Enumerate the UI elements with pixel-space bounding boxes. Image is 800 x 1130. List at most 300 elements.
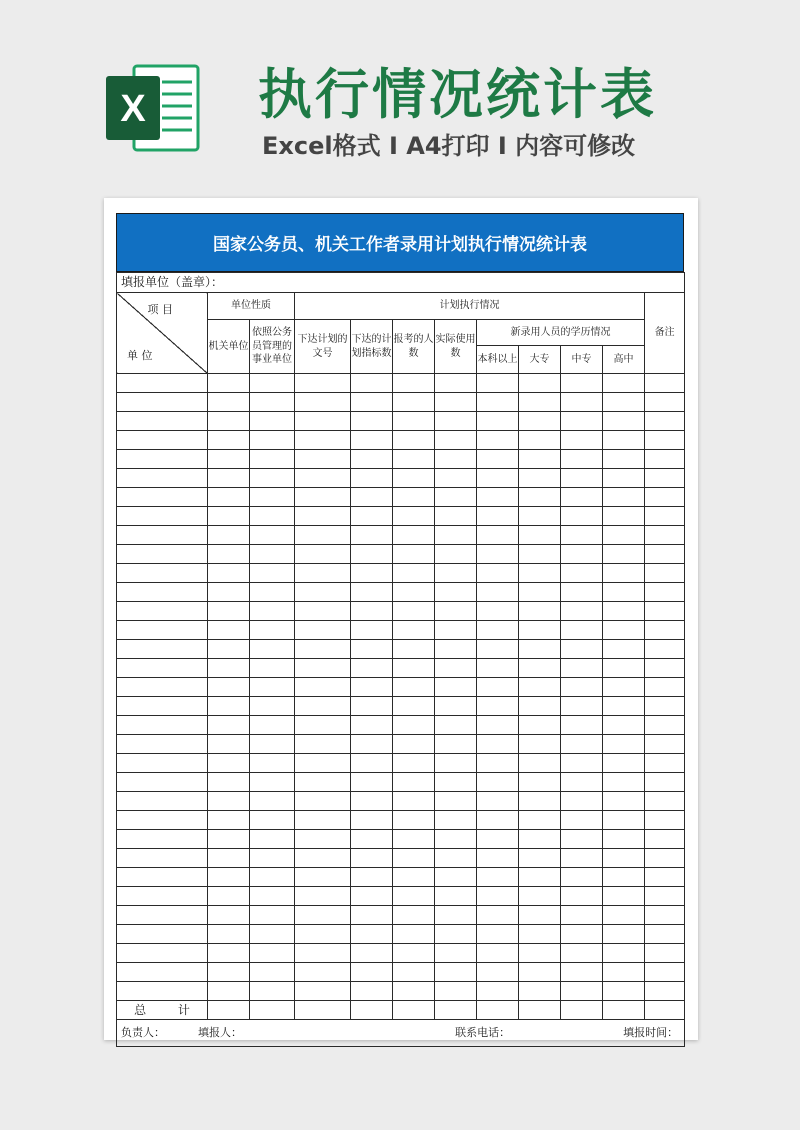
table-cell[interactable] <box>561 564 603 583</box>
table-cell[interactable] <box>295 545 351 564</box>
table-cell[interactable] <box>519 450 561 469</box>
table-cell[interactable] <box>561 507 603 526</box>
table-cell[interactable] <box>435 849 477 868</box>
table-cell[interactable] <box>250 545 295 564</box>
table-cell[interactable] <box>295 773 351 792</box>
table-cell[interactable] <box>435 887 477 906</box>
table-cell[interactable] <box>477 868 519 887</box>
total-cell[interactable] <box>603 1001 645 1020</box>
table-cell[interactable] <box>645 640 685 659</box>
table-cell[interactable] <box>208 925 250 944</box>
table-cell[interactable] <box>393 944 435 963</box>
table-cell[interactable] <box>603 564 645 583</box>
table-cell[interactable] <box>645 716 685 735</box>
table-cell[interactable] <box>117 583 208 602</box>
table-cell[interactable] <box>351 431 393 450</box>
table-cell[interactable] <box>393 963 435 982</box>
table-cell[interactable] <box>561 697 603 716</box>
total-cell[interactable] <box>561 1001 603 1020</box>
table-cell[interactable] <box>250 488 295 507</box>
table-cell[interactable] <box>393 887 435 906</box>
table-cell[interactable] <box>351 678 393 697</box>
table-cell[interactable] <box>435 507 477 526</box>
table-cell[interactable] <box>117 469 208 488</box>
table-cell[interactable] <box>117 640 208 659</box>
table-cell[interactable] <box>477 545 519 564</box>
table-cell[interactable] <box>208 792 250 811</box>
table-cell[interactable] <box>603 773 645 792</box>
table-cell[interactable] <box>477 735 519 754</box>
total-cell[interactable] <box>435 1001 477 1020</box>
table-cell[interactable] <box>393 488 435 507</box>
table-cell[interactable] <box>351 792 393 811</box>
table-cell[interactable] <box>603 906 645 925</box>
table-cell[interactable] <box>208 602 250 621</box>
table-cell[interactable] <box>117 716 208 735</box>
table-cell[interactable] <box>435 925 477 944</box>
table-cell[interactable] <box>645 431 685 450</box>
table-cell[interactable] <box>351 659 393 678</box>
table-cell[interactable] <box>393 507 435 526</box>
table-cell[interactable] <box>117 374 208 393</box>
table-cell[interactable] <box>561 887 603 906</box>
table-cell[interactable] <box>250 678 295 697</box>
table-cell[interactable] <box>519 488 561 507</box>
table-cell[interactable] <box>351 887 393 906</box>
table-cell[interactable] <box>351 393 393 412</box>
table-cell[interactable] <box>561 659 603 678</box>
table-cell[interactable] <box>645 659 685 678</box>
table-cell[interactable] <box>477 583 519 602</box>
table-cell[interactable] <box>117 450 208 469</box>
table-cell[interactable] <box>117 564 208 583</box>
table-cell[interactable] <box>250 963 295 982</box>
table-cell[interactable] <box>208 564 250 583</box>
table-cell[interactable] <box>477 697 519 716</box>
table-cell[interactable] <box>117 887 208 906</box>
table-cell[interactable] <box>645 393 685 412</box>
table-cell[interactable] <box>561 678 603 697</box>
table-cell[interactable] <box>208 469 250 488</box>
table-cell[interactable] <box>645 374 685 393</box>
table-cell[interactable] <box>250 944 295 963</box>
table-cell[interactable] <box>519 906 561 925</box>
table-cell[interactable] <box>393 393 435 412</box>
table-cell[interactable] <box>603 678 645 697</box>
table-cell[interactable] <box>435 982 477 1001</box>
table-cell[interactable] <box>351 982 393 1001</box>
table-cell[interactable] <box>117 659 208 678</box>
table-cell[interactable] <box>208 963 250 982</box>
total-cell[interactable] <box>519 1001 561 1020</box>
table-cell[interactable] <box>435 830 477 849</box>
table-cell[interactable] <box>295 887 351 906</box>
table-cell[interactable] <box>208 906 250 925</box>
table-cell[interactable] <box>117 393 208 412</box>
table-cell[interactable] <box>117 849 208 868</box>
table-cell[interactable] <box>435 545 477 564</box>
table-cell[interactable] <box>295 640 351 659</box>
table-cell[interactable] <box>561 963 603 982</box>
table-cell[interactable] <box>645 830 685 849</box>
table-cell[interactable] <box>295 811 351 830</box>
table-cell[interactable] <box>435 697 477 716</box>
table-cell[interactable] <box>393 412 435 431</box>
table-cell[interactable] <box>519 811 561 830</box>
table-cell[interactable] <box>351 963 393 982</box>
table-cell[interactable] <box>561 393 603 412</box>
table-cell[interactable] <box>208 583 250 602</box>
table-cell[interactable] <box>295 621 351 640</box>
table-cell[interactable] <box>603 545 645 564</box>
table-cell[interactable] <box>351 412 393 431</box>
table-cell[interactable] <box>393 659 435 678</box>
table-cell[interactable] <box>295 963 351 982</box>
table-cell[interactable] <box>393 526 435 545</box>
table-cell[interactable] <box>295 925 351 944</box>
table-cell[interactable] <box>295 716 351 735</box>
table-cell[interactable] <box>295 754 351 773</box>
table-cell[interactable] <box>477 564 519 583</box>
table-cell[interactable] <box>208 374 250 393</box>
table-cell[interactable] <box>645 868 685 887</box>
table-cell[interactable] <box>393 640 435 659</box>
table-cell[interactable] <box>393 621 435 640</box>
table-cell[interactable] <box>561 792 603 811</box>
table-cell[interactable] <box>351 374 393 393</box>
table-cell[interactable] <box>645 887 685 906</box>
table-cell[interactable] <box>250 602 295 621</box>
table-cell[interactable] <box>351 564 393 583</box>
table-cell[interactable] <box>561 431 603 450</box>
fill-time-label[interactable]: 填报时间： <box>623 1025 679 1039</box>
table-cell[interactable] <box>250 887 295 906</box>
table-cell[interactable] <box>519 469 561 488</box>
table-cell[interactable] <box>393 564 435 583</box>
table-cell[interactable] <box>393 754 435 773</box>
table-cell[interactable] <box>250 754 295 773</box>
table-cell[interactable] <box>519 412 561 431</box>
table-cell[interactable] <box>645 792 685 811</box>
phone-label[interactable]: 联系电话： <box>455 1025 511 1039</box>
table-cell[interactable] <box>519 849 561 868</box>
table-cell[interactable] <box>393 697 435 716</box>
table-cell[interactable] <box>208 830 250 849</box>
table-cell[interactable] <box>250 735 295 754</box>
table-cell[interactable] <box>208 697 250 716</box>
table-cell[interactable] <box>477 659 519 678</box>
table-cell[interactable] <box>645 773 685 792</box>
table-cell[interactable] <box>519 545 561 564</box>
table-cell[interactable] <box>645 849 685 868</box>
table-cell[interactable] <box>519 716 561 735</box>
table-cell[interactable] <box>295 393 351 412</box>
table-cell[interactable] <box>603 754 645 773</box>
table-cell[interactable] <box>603 811 645 830</box>
table-cell[interactable] <box>603 963 645 982</box>
table-cell[interactable] <box>250 830 295 849</box>
table-cell[interactable] <box>250 564 295 583</box>
table-cell[interactable] <box>435 963 477 982</box>
table-cell[interactable] <box>117 906 208 925</box>
table-cell[interactable] <box>117 488 208 507</box>
table-cell[interactable] <box>117 621 208 640</box>
table-cell[interactable] <box>603 602 645 621</box>
table-cell[interactable] <box>351 773 393 792</box>
table-cell[interactable] <box>477 412 519 431</box>
table-cell[interactable] <box>250 659 295 678</box>
table-cell[interactable] <box>645 697 685 716</box>
table-cell[interactable] <box>208 811 250 830</box>
table-cell[interactable] <box>435 868 477 887</box>
table-cell[interactable] <box>208 507 250 526</box>
table-cell[interactable] <box>435 412 477 431</box>
table-cell[interactable] <box>295 982 351 1001</box>
table-cell[interactable] <box>561 640 603 659</box>
table-cell[interactable] <box>295 659 351 678</box>
table-cell[interactable] <box>295 507 351 526</box>
table-cell[interactable] <box>295 735 351 754</box>
table-cell[interactable] <box>435 906 477 925</box>
table-cell[interactable] <box>435 393 477 412</box>
table-cell[interactable] <box>117 868 208 887</box>
table-cell[interactable] <box>393 431 435 450</box>
table-cell[interactable] <box>477 602 519 621</box>
table-cell[interactable] <box>561 773 603 792</box>
table-cell[interactable] <box>477 469 519 488</box>
table-cell[interactable] <box>561 735 603 754</box>
table-cell[interactable] <box>435 583 477 602</box>
table-cell[interactable] <box>477 754 519 773</box>
table-cell[interactable] <box>117 754 208 773</box>
table-cell[interactable] <box>561 526 603 545</box>
table-cell[interactable] <box>645 925 685 944</box>
table-cell[interactable] <box>117 773 208 792</box>
table-cell[interactable] <box>519 564 561 583</box>
table-cell[interactable] <box>561 545 603 564</box>
table-cell[interactable] <box>519 526 561 545</box>
table-cell[interactable] <box>477 431 519 450</box>
table-cell[interactable] <box>603 431 645 450</box>
table-cell[interactable] <box>117 507 208 526</box>
table-cell[interactable] <box>603 944 645 963</box>
table-cell[interactable] <box>603 393 645 412</box>
table-cell[interactable] <box>603 887 645 906</box>
table-cell[interactable] <box>477 393 519 412</box>
table-cell[interactable] <box>477 925 519 944</box>
table-cell[interactable] <box>117 944 208 963</box>
table-cell[interactable] <box>295 602 351 621</box>
table-cell[interactable] <box>561 906 603 925</box>
table-cell[interactable] <box>561 925 603 944</box>
table-cell[interactable] <box>393 906 435 925</box>
table-cell[interactable] <box>561 944 603 963</box>
table-cell[interactable] <box>477 773 519 792</box>
table-cell[interactable] <box>351 469 393 488</box>
table-cell[interactable] <box>250 450 295 469</box>
table-cell[interactable] <box>519 659 561 678</box>
table-cell[interactable] <box>117 678 208 697</box>
table-cell[interactable] <box>561 716 603 735</box>
table-cell[interactable] <box>435 811 477 830</box>
table-cell[interactable] <box>208 716 250 735</box>
table-cell[interactable] <box>295 697 351 716</box>
table-cell[interactable] <box>351 925 393 944</box>
table-cell[interactable] <box>645 450 685 469</box>
table-cell[interactable] <box>477 374 519 393</box>
table-cell[interactable] <box>603 792 645 811</box>
unit-label[interactable]: 填报单位（盖章）： <box>117 273 685 293</box>
table-cell[interactable] <box>295 469 351 488</box>
table-cell[interactable] <box>117 830 208 849</box>
table-cell[interactable] <box>393 773 435 792</box>
table-cell[interactable] <box>435 792 477 811</box>
table-cell[interactable] <box>250 716 295 735</box>
table-cell[interactable] <box>351 450 393 469</box>
table-cell[interactable] <box>435 488 477 507</box>
table-cell[interactable] <box>250 469 295 488</box>
table-cell[interactable] <box>208 431 250 450</box>
table-cell[interactable] <box>435 602 477 621</box>
table-cell[interactable] <box>435 659 477 678</box>
table-cell[interactable] <box>519 393 561 412</box>
table-cell[interactable] <box>208 735 250 754</box>
table-cell[interactable] <box>435 450 477 469</box>
table-cell[interactable] <box>351 526 393 545</box>
table-cell[interactable] <box>208 944 250 963</box>
table-cell[interactable] <box>519 431 561 450</box>
table-cell[interactable] <box>603 982 645 1001</box>
table-cell[interactable] <box>645 545 685 564</box>
table-cell[interactable] <box>208 773 250 792</box>
table-cell[interactable] <box>435 754 477 773</box>
table-cell[interactable] <box>477 792 519 811</box>
table-cell[interactable] <box>519 697 561 716</box>
table-cell[interactable] <box>250 640 295 659</box>
table-cell[interactable] <box>645 811 685 830</box>
table-cell[interactable] <box>393 982 435 1001</box>
table-cell[interactable] <box>351 583 393 602</box>
table-cell[interactable] <box>519 982 561 1001</box>
table-cell[interactable] <box>393 811 435 830</box>
table-cell[interactable] <box>435 374 477 393</box>
table-cell[interactable] <box>561 412 603 431</box>
table-cell[interactable] <box>645 488 685 507</box>
table-cell[interactable] <box>435 773 477 792</box>
table-cell[interactable] <box>477 906 519 925</box>
table-cell[interactable] <box>351 868 393 887</box>
table-cell[interactable] <box>351 545 393 564</box>
table-cell[interactable] <box>603 849 645 868</box>
table-cell[interactable] <box>477 507 519 526</box>
table-cell[interactable] <box>295 431 351 450</box>
table-cell[interactable] <box>208 621 250 640</box>
table-cell[interactable] <box>208 545 250 564</box>
table-cell[interactable] <box>603 450 645 469</box>
table-cell[interactable] <box>603 868 645 887</box>
table-cell[interactable] <box>393 545 435 564</box>
table-cell[interactable] <box>295 944 351 963</box>
table-cell[interactable] <box>603 583 645 602</box>
table-cell[interactable] <box>351 602 393 621</box>
table-cell[interactable] <box>645 678 685 697</box>
table-cell[interactable] <box>117 792 208 811</box>
table-cell[interactable] <box>208 849 250 868</box>
table-cell[interactable] <box>250 868 295 887</box>
table-cell[interactable] <box>435 564 477 583</box>
total-cell[interactable] <box>250 1001 295 1020</box>
table-cell[interactable] <box>208 526 250 545</box>
table-cell[interactable] <box>295 849 351 868</box>
table-cell[interactable] <box>250 374 295 393</box>
table-cell[interactable] <box>477 621 519 640</box>
table-cell[interactable] <box>393 678 435 697</box>
table-cell[interactable] <box>477 849 519 868</box>
table-cell[interactable] <box>519 583 561 602</box>
table-cell[interactable] <box>645 906 685 925</box>
table-cell[interactable] <box>435 621 477 640</box>
table-cell[interactable] <box>477 640 519 659</box>
table-cell[interactable] <box>519 678 561 697</box>
table-cell[interactable] <box>603 830 645 849</box>
table-cell[interactable] <box>561 830 603 849</box>
table-cell[interactable] <box>519 507 561 526</box>
table-cell[interactable] <box>250 811 295 830</box>
table-cell[interactable] <box>477 830 519 849</box>
table-cell[interactable] <box>435 735 477 754</box>
table-cell[interactable] <box>208 393 250 412</box>
table-cell[interactable] <box>477 716 519 735</box>
table-cell[interactable] <box>393 716 435 735</box>
table-cell[interactable] <box>645 621 685 640</box>
table-cell[interactable] <box>561 621 603 640</box>
table-cell[interactable] <box>561 583 603 602</box>
table-cell[interactable] <box>393 374 435 393</box>
table-cell[interactable] <box>351 830 393 849</box>
table-cell[interactable] <box>117 811 208 830</box>
table-cell[interactable] <box>295 488 351 507</box>
table-cell[interactable] <box>519 773 561 792</box>
table-cell[interactable] <box>393 602 435 621</box>
table-cell[interactable] <box>351 849 393 868</box>
table-cell[interactable] <box>561 868 603 887</box>
table-cell[interactable] <box>477 887 519 906</box>
table-cell[interactable] <box>561 811 603 830</box>
table-cell[interactable] <box>435 678 477 697</box>
table-cell[interactable] <box>250 849 295 868</box>
table-cell[interactable] <box>208 640 250 659</box>
table-cell[interactable] <box>603 621 645 640</box>
total-cell[interactable] <box>351 1001 393 1020</box>
table-cell[interactable] <box>117 602 208 621</box>
table-cell[interactable] <box>603 526 645 545</box>
table-cell[interactable] <box>519 374 561 393</box>
table-cell[interactable] <box>561 450 603 469</box>
table-cell[interactable] <box>435 640 477 659</box>
table-cell[interactable] <box>250 773 295 792</box>
table-cell[interactable] <box>351 640 393 659</box>
table-cell[interactable] <box>393 450 435 469</box>
table-cell[interactable] <box>645 583 685 602</box>
table-cell[interactable] <box>208 887 250 906</box>
table-cell[interactable] <box>477 678 519 697</box>
table-cell[interactable] <box>603 925 645 944</box>
table-cell[interactable] <box>393 583 435 602</box>
table-cell[interactable] <box>435 431 477 450</box>
table-cell[interactable] <box>295 583 351 602</box>
table-cell[interactable] <box>477 526 519 545</box>
table-cell[interactable] <box>645 754 685 773</box>
